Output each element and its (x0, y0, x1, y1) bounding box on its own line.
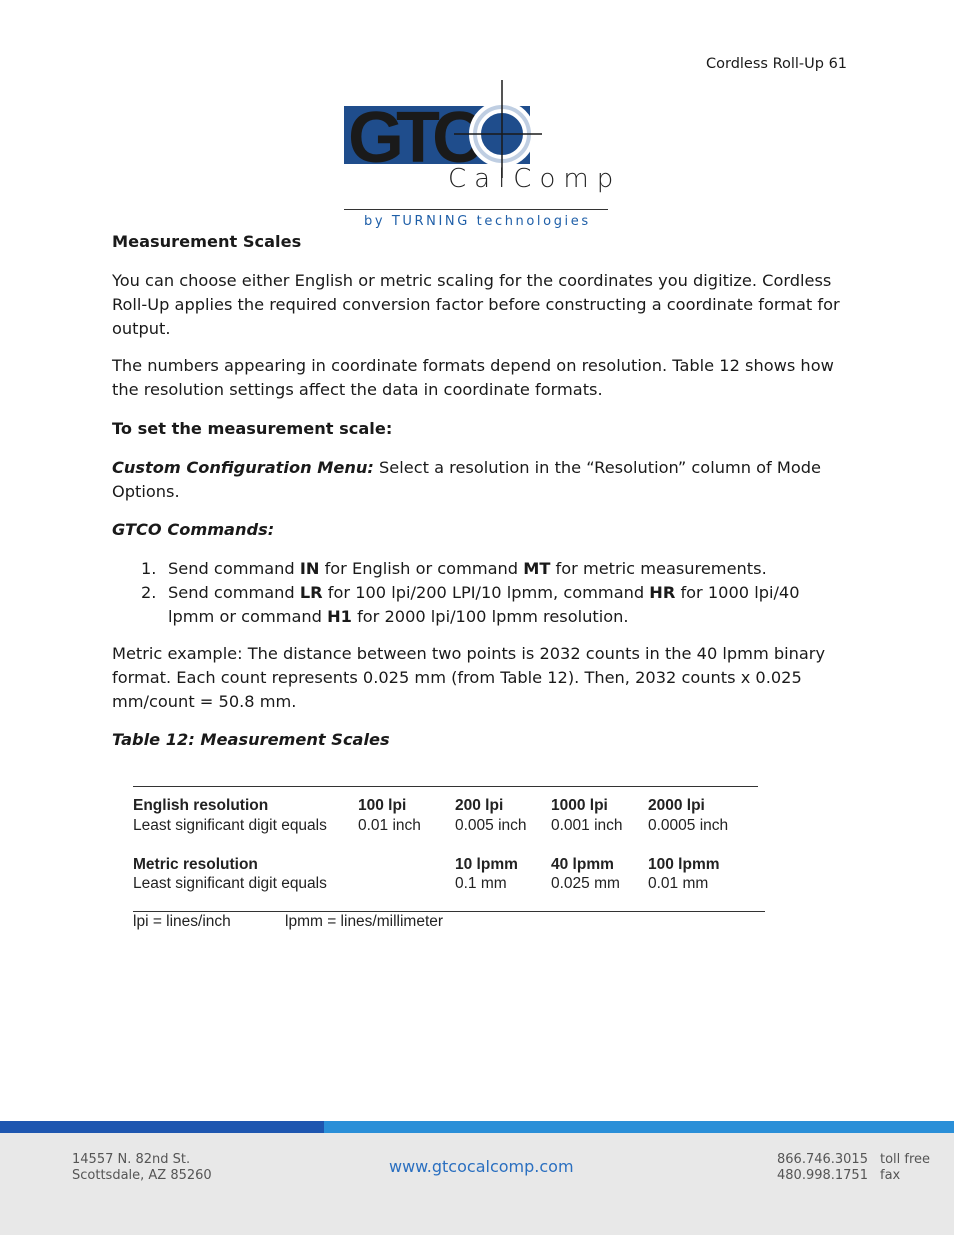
step-text: Send command (168, 583, 300, 602)
step-text: for metric measurements. (550, 559, 767, 578)
page-header: Cordless Roll-Up 61 (706, 56, 848, 72)
table-cell: 200 lpi (455, 797, 504, 814)
table-cell: 0.0005 inch (648, 817, 729, 834)
intro-paragraph: You can choose either English or metric scaling for the coordinates you digitize. Cordless Roll-Up applies the required conversion factor before constructing a coordinate format for output. (112, 271, 840, 338)
logo-divider (344, 209, 608, 210)
command-code: HR (649, 583, 676, 602)
step-text: for 1000 lpi/40 lpmm or command (168, 583, 800, 626)
table-cell: 10 lpmm (455, 856, 518, 873)
table-cell: 40 lpmm (551, 856, 614, 873)
step-text: Send command (168, 559, 300, 578)
fax-number: 480.998.1751 (777, 1168, 868, 1183)
footnote-lpi: lpi = lines/inch (133, 913, 231, 930)
list-item (112, 581, 842, 629)
step-text: for 2000 lpi/100 lpmm resolution. (351, 607, 629, 626)
custom-config-text: Select a resolution in the “Resolution” column of Mode Options. (112, 458, 821, 501)
table-cell: 0.1 mm (455, 875, 507, 892)
toll-free-number: 866.746.3015 (777, 1152, 868, 1167)
section-title: Measurement Scales (112, 232, 302, 251)
footer-phone-labels (880, 1152, 930, 1184)
step-text: for English or command (319, 559, 524, 578)
command-code: MT (523, 559, 551, 578)
custom-config-label: Custom Configuration Menu: (112, 458, 374, 477)
table-caption: Table 12: Measurement Scales (112, 730, 390, 749)
step-number: 2. (141, 583, 157, 602)
table-cell: 0.025 mm (551, 875, 620, 892)
page-footer (0, 1133, 954, 1235)
fax-label: fax (880, 1168, 901, 1183)
metric-row-label: Least significant digit equals (133, 875, 327, 892)
gtco-commands-title: GTCO Commands: (112, 520, 275, 539)
footer-address (72, 1152, 212, 1184)
command-code: LR (299, 583, 323, 602)
metric-resolution-header: Metric resolution (133, 856, 258, 873)
footnote-lpmm: lpmm = lines/millimeter (285, 913, 444, 930)
step-text: for 100 lpi/200 LPI/10 lpmm, command (322, 583, 650, 602)
table-cell: 1000 lpi (551, 797, 608, 814)
gtco-calcomp-logo (344, 78, 622, 233)
table-cell: 0.001 inch (551, 817, 623, 834)
step-number: 1. (141, 559, 157, 578)
table-cell: 0.005 inch (455, 817, 527, 834)
steps-list (112, 557, 842, 629)
logo-calcomp-text: CalComp (448, 164, 622, 194)
svg-text:GTC: GTC (348, 98, 476, 178)
custom-config-paragraph (112, 456, 842, 504)
toll-free-label: toll free (880, 1152, 931, 1167)
footer-phone-numbers (777, 1152, 868, 1184)
gtco-mark-icon (344, 78, 614, 178)
resolution-paragraph: The numbers appearing in coordinate formats depend on resolution. Table 12 shows how the resolution settings affect the data in coordinate formats. (112, 356, 834, 399)
command-code: H1 (327, 607, 352, 626)
english-row-label: Least significant digit equals (133, 817, 327, 834)
table-cell: 0.01 inch (358, 817, 421, 834)
footer-website-link[interactable]: www.gtcocalcomp.com (389, 1157, 574, 1176)
list-item (112, 557, 842, 581)
table-cell: 100 lpmm (648, 856, 720, 873)
footer-accent-bar-light (324, 1121, 954, 1133)
procedure-title: To set the measurement scale: (112, 419, 393, 438)
table-top-rule (133, 786, 758, 787)
table-cell: 0.01 mm (648, 875, 709, 892)
footer-accent-bar-dark (0, 1121, 324, 1133)
command-code: IN (299, 559, 320, 578)
metric-example-paragraph: Metric example: The distance between two points is 2032 counts in the 40 lpmm binary format. Each count represents 0.025 mm (from Table 12). Then, 2032 counts x 0.025 mm/count = 50.8 mm. (112, 644, 826, 711)
table-cell: 100 lpi (358, 797, 407, 814)
table-cell: 2000 lpi (648, 797, 705, 814)
english-resolution-header: English resolution (133, 797, 269, 814)
address-line: 14557 N. 82nd St. (72, 1152, 191, 1167)
address-line: Scottsdale, AZ 85260 (72, 1168, 212, 1183)
table-bottom-rule (133, 911, 765, 912)
logo-tagline: by TURNING technologies (364, 214, 591, 229)
